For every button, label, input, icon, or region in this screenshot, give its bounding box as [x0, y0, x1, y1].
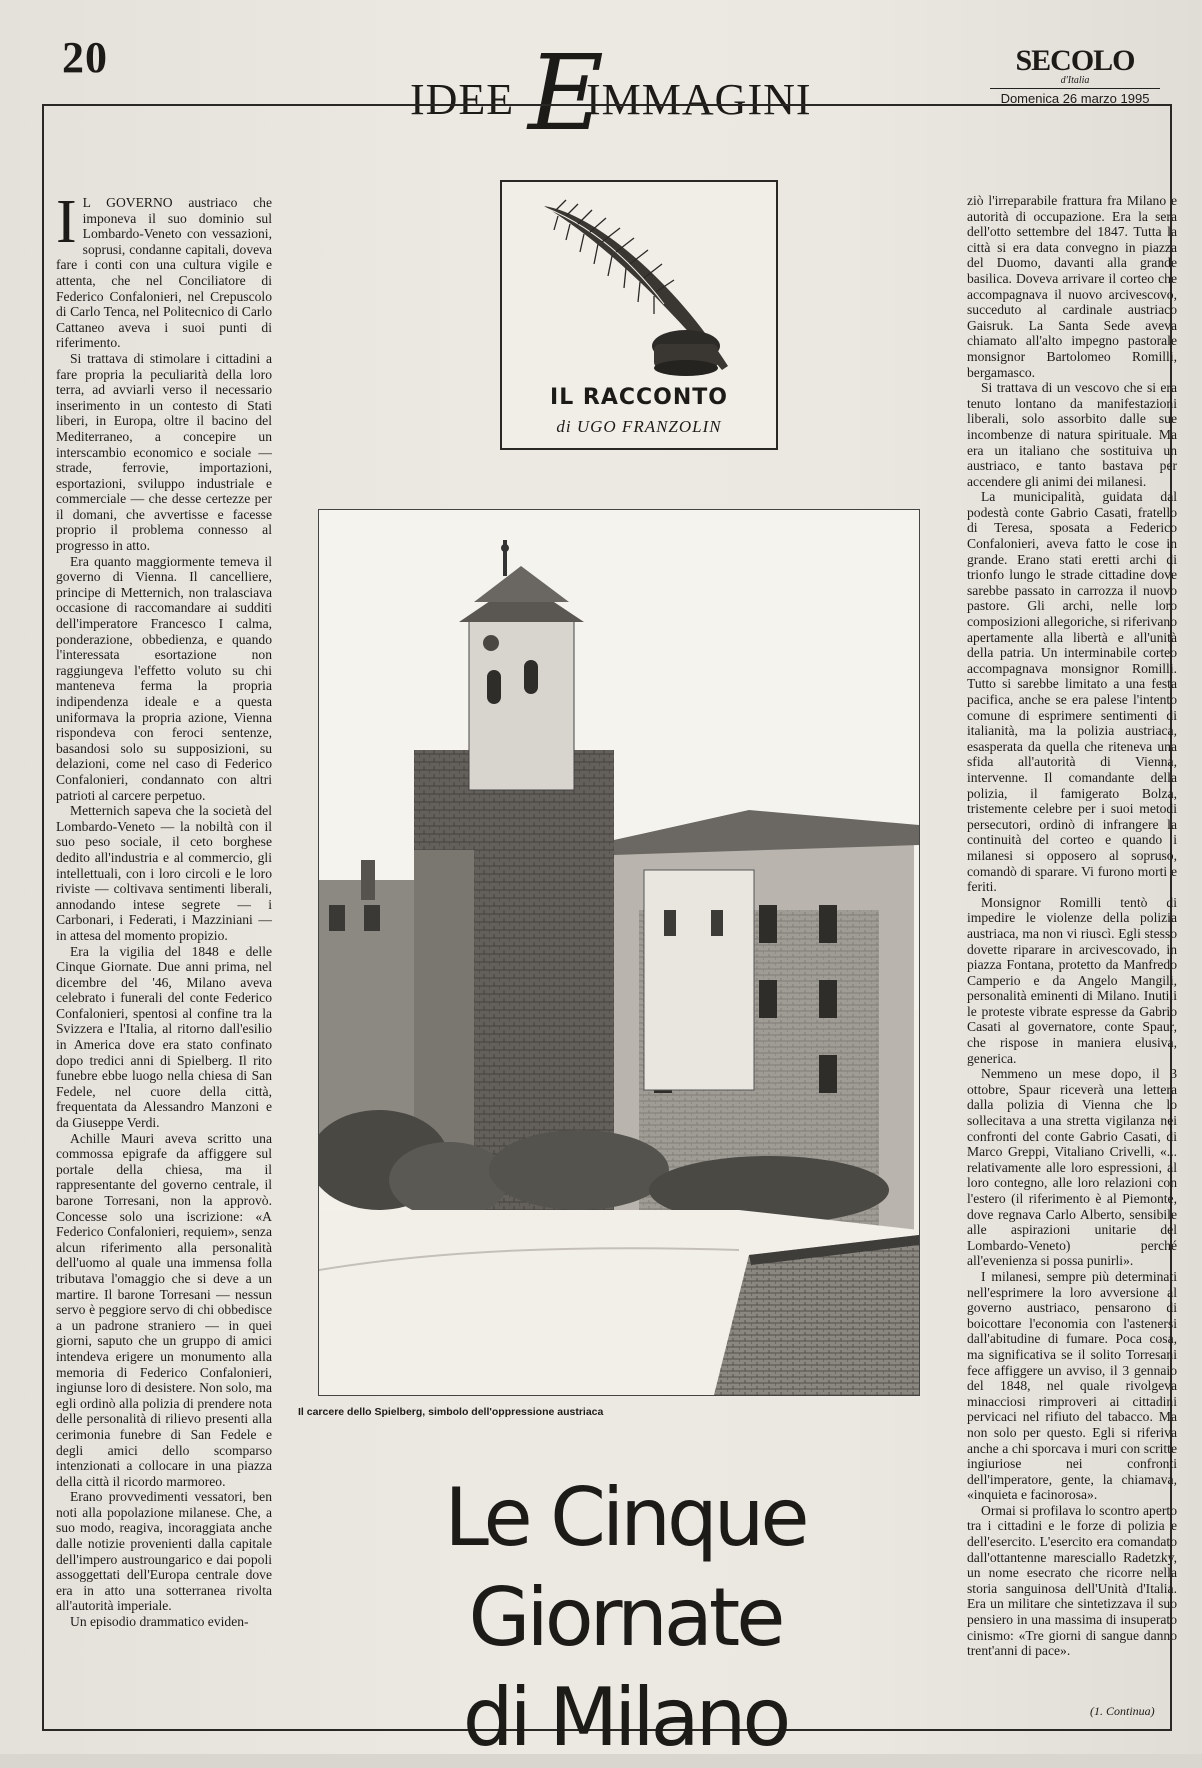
- section-title-word1: IDEE: [410, 75, 515, 124]
- continued-note: (1. Continua): [1090, 1704, 1155, 1718]
- article-paragraph: Nemmeno un mese dopo, il 3 ottobre, Spaur riceverà una lettera dalla polizia di Vienna che lo sollecitava a una stretta vigilanza nei confronti del conte Gabrio Casati, di Marco Greppi, Vitaliano Crivelli, «... relativamente alle loro espressioni, al loro contegno, alle loro relazioni con l'estero (il riferimento è al Piemonte, dove regnava Carlo Alberto, sensibile alle aspirazioni unitarie del Lombardo-Veneto) perché all'evenienza si possa punirli».: [967, 1066, 1177, 1269]
- headline-line2: di Milano: [462, 1671, 788, 1764]
- article-paragraph: Era la vigilia del 1848 e delle Cinque Giornate. Due anni prima, nel dicembre del '46, Milano aveva celebrato i funerali del conte Federico Confalonieri, spentosi al confine tra la Svizzera e l'Italia, al ritorno dall'esilio in America dove era stato confinato dopo tredici anni di Spielberg. Il rito funebre ebbe luogo nella chiesa di San Fedele, nel cuore della città, frequentata da Alessandro Manzoni e da Giuseppe Verdi.: [56, 943, 272, 1131]
- article-paragraph: Ormai si profilava lo scontro aperto tra i cittadini e le forze di polizia e dell'esercito. L'esercito era comandato dall'ottantenne maresciallo Radetzky, un nome esecrato che ricorre nella storia sanguinosa dell'Unità d'Italia. Era un militare che sintetizzava il suo pensiero in una massima di insuperato cinismo: «Tre giorni di sangue danno trent'anni di pace».: [967, 1502, 1177, 1659]
- newspaper-masthead: [990, 46, 1160, 106]
- racconto-author: di UGO FRANZOLIN: [556, 417, 722, 436]
- section-title-word2: IMMAGINI: [586, 75, 812, 124]
- article-paragraph: Achille Mauri aveva scritto una commossa epigrafe da affiggere sul portale della chiesa, ma il rappresentante del governo centrale, il barone Torresani, non la approvò. Concesse solo una iscrizione: «A Federico Confalonieri, requiem», senza alcun riferimento alla personalità dell'uomo al quale una immensa folla tributava l'omaggio che si deve a un martire. Il barone Torresani — nessun servo è peggiore servo di chi obbedisce a un padrone straniero — in quei giorni, saputo che un gruppo di amici intendeva erigere un monumento alla memoria di Federico Confalonieri, ingiunse loro di desistere. Non solo, ma egli ordinò alla polizia di prendere nota delle personalità di rilievo presenti alla cerimonia funebre di San Fedele e degli amici dello scomparso intenzionati a collocare in una piazza della città il ricordo marmoreo.: [56, 1130, 272, 1489]
- article-paragraph: La municipalità, guidata dal podestà conte Gabrio Casati, fratello di Teresa, sposata a Federico Confalonieri, aveva fatto le cose in grande. Erano stati eretti archi di trionfo lungo le strade cittadine dove sarebbe passato in carrozza il nuovo pastore. Gli archi, nelle loro composizioni allegoriche, si riferivano apertamente alla libertà e all'unità della patria. Un interminabile corteo accompagnava monsignor Romilli. Tutto si sarebbe limitato a una festa pacifica, anche se era palese l'intento comune di esprimere sentimenti di italianità, ma la polizia austriaca, esasperata da quella che riteneva una sfida all'autorità di Vienna, intervenne. Il comandante della polizia, il famigerato Bolza, tristemente celebre per i suoi metodi persecutori, ordinò di infrangere la continuità del corteo e quando i milanesi si opposero al sopruso, comandò di sparare. Vi furono morti e feriti.: [967, 489, 1177, 895]
- photo-caption: Il carcere dello Spielberg, simbolo dell'oppressione austriaca: [298, 1406, 604, 1418]
- headline: [290, 1468, 960, 1768]
- spielberg-castle-illustration: [319, 510, 919, 1395]
- article-paragraph: Si trattava di un vescovo che si era tenuto lontano da manifestazioni liberali, solo assorbito dalle sue incombenze di natura spirituale. Ma era un italiano che sostituiva un austriaco, e tanto bastava per accendere gli animi dei milanesi.: [967, 380, 1177, 489]
- article-paragraph: ziò l'irreparabile frattura fra Milano e autorità di occupazione. Era la sera dell'otto settembre del 1847. Tutta la città si era data convegno in piazza del Duomo, davanti alla grande basilica. Doveva arrivare il corteo che accompagnava il nuovo arcivescovo, succeduto al cardinale austriaco Gaisruk. La Santa Sede aveva chiamato all'alto impegno pastorale monsignor Bartolomeo Romilli, bergamasco.: [967, 193, 1177, 380]
- article-paragraph: Monsignor Romilli tentò di impedire le violenze della polizia austriaca, ma non vi riuscì. Egli stesso dovette riparare in arcivescovado, in piazza Fontana, protetto da Manfredo Camperio e da Angelo Mangili, personalità eminenti di Milano. Inutili le proteste vibrate espresse da Gabrio Casati al governatore, conte Spaur, che rispose in maniera elusiva, generica.: [967, 894, 1177, 1066]
- article-column-left: [56, 195, 272, 1715]
- article-paragraph: Si trattava di stimolare i cittadini a fare propria la peculiarità della loro terra, ad avviarli verso il necessario inserimento in un contesto di Stati liberi, in Europa, oltre il bacino del Mediterraneo, a concepire un interscambio economico e sociale — strade, ferrovie, importazioni, esportazioni, sviluppo industriale e commerciale — che desse certezze per il domani, che avvertisse e facesse proprio il problema connesso al progresso in atto.: [56, 350, 272, 554]
- section-title-ampersand: E: [528, 32, 605, 154]
- article-paragraph: Erano provvedimenti vessatori, ben noti alla popolazione milanese. Che, a suo modo, reagiva, incoraggiata anche dalle notizie provenienti dalla capitale dell'impero austroungarico e dai popoli assoggettati dell'Europa centrale dove era in atto una sotterranea rivolta all'autorità imperiale.: [56, 1489, 272, 1614]
- article-paragraph: Metternich sapeva che la società del Lombardo-Veneto — la nobiltà con il suo peso sociale, il ceto borghese dedito all'industria e al commercio, gli intellettuali, con i loro circoli e le loro riviste — coltivava sentimenti liberali, annodando intese segrete — i Carbonari, i Federati, i Mazziniani — in attesa del momento propizio.: [56, 803, 272, 943]
- quill-pen-icon: [536, 194, 742, 384]
- page-number: 20: [62, 33, 108, 82]
- article-paragraph: Era quanto maggiormente temeva il governo di Vienna. Il cancelliere, principe di Metternich, non tralasciava occasione di raccomandare ai sudditi dell'imperatore Francesco I calma, ponderazione, obbedienza, e quando l'interessata esortazione non raggiungeva l'effetto voluto su chi manteneva ferma la propria indipendenza ideale e a questa uniformava la propria azione, Vienna rispondeva con feroci sentenze, basandosi solo su supposizioni, su delazioni, come nel caso di Federico Confalonieri, condannato con altri patrioti al carcere perpetuo.: [56, 553, 272, 803]
- article-paragraph: I milanesi, sempre più determinati nell'esprimere la loro avversione al governo austriaco, pensarono di boicottare l'economia con l'astenersi dall'abitudine di fumare. Poca cosa, ma significativa se il solito Torresani fece affiggere un avviso, il 3 gennaio del 1848, nel quale rivolgeva minacciosi rimproveri ai cittadini pervicaci nel rifiuto del tabacco. Ma non solo per questo. Egli si riferiva anche a chi sporcava i muri con scritte ingiuriose nei confronti dell'imperatore, gente, la chiamava, «inquieta e facinorosa».: [967, 1268, 1177, 1503]
- masthead-sub: d'Italia: [1060, 75, 1090, 86]
- article-paragraph: Un episodio drammatico eviden-: [70, 1614, 249, 1630]
- paragraph-text: L GOVERNO austriaco che imponeva il suo dominio sul Lombardo-Veneto con vessazioni, soprusi, condanne capitali, doveva fare i conti con una cultura vigile e attenta, che nel Conciliatore di Federico Confalonieri, nel Crepuscolo di Carlo Tenca, nel Politecnico di Carlo Cattaneo aveva i suoi punti di riferimento.: [56, 195, 272, 351]
- article-paragraph: [56, 195, 272, 351]
- racconto-box: [500, 180, 778, 450]
- headline-line1: Le Cinque Giornate: [444, 1471, 806, 1664]
- article-column-right: [967, 193, 1177, 1673]
- drop-cap: I: [56, 195, 77, 256]
- masthead-name: SECOLO: [1015, 44, 1135, 77]
- issue-date: Domenica 26 marzo 1995: [990, 88, 1160, 106]
- spielberg-photo: [318, 509, 920, 1396]
- racconto-title: IL RACCONTO: [550, 385, 728, 410]
